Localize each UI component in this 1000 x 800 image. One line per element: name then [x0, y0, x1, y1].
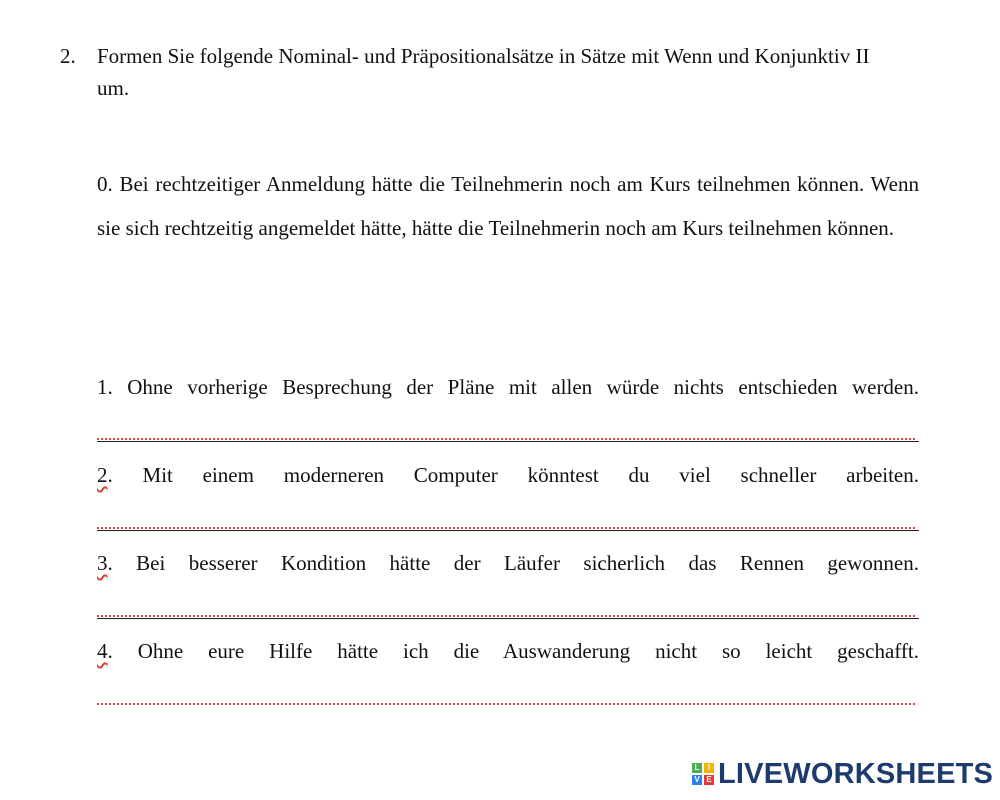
exercise-number: 2. [97, 463, 113, 487]
task-instruction: Formen Sie folgende Nominal- und Präpositionalsätze in Sätze mit Wenn und Konjunktiv II um. [97, 44, 870, 100]
exercise-3-sentence [97, 549, 919, 577]
exercise-text: Bei besserer Kondition hätte der Läufer sicherlich das Rennen gewonnen. [136, 551, 919, 575]
exercise-number: 1. [97, 375, 113, 399]
answer-input-1[interactable] [97, 417, 919, 442]
exercise-text: Ohne vorherige Besprechung der Pläne mit allen würde nichts entschieden werden. [127, 375, 920, 399]
exercise-number: 4. [97, 639, 113, 663]
exercise-text: Ohne eure Hilfe hätte ich die Auswanderung nicht so leicht geschafft. [137, 639, 919, 663]
logo-text: LIVEWORKSHEETS [718, 758, 994, 790]
liveworksheets-logo [692, 757, 993, 791]
exercise-2-sentence [97, 461, 919, 489]
answer-input-3[interactable] [97, 594, 919, 619]
logo-mark-icon: L I V E [692, 763, 714, 785]
exercise-4-sentence [97, 637, 919, 665]
example-sentence: 0. Bei rechtzeitiger Anmeldung hätte die Teilnehmerin noch am Kurs teilnehmen können. Wenn sie sich rechtzeitig angemeldet hätte, hätte die Teilnehmerin noch am Kurs teilnehmen können. [97, 172, 919, 240]
exercise-1-sentence [97, 373, 919, 401]
exercise-text: Mit einem moderneren Computer könntest du viel schneller arbeiten. [142, 463, 920, 487]
answer-input-4[interactable] [97, 683, 919, 707]
task-number: 2. [60, 44, 76, 68]
exercise-number: 3. [97, 551, 113, 575]
answer-input-2[interactable] [97, 506, 919, 531]
